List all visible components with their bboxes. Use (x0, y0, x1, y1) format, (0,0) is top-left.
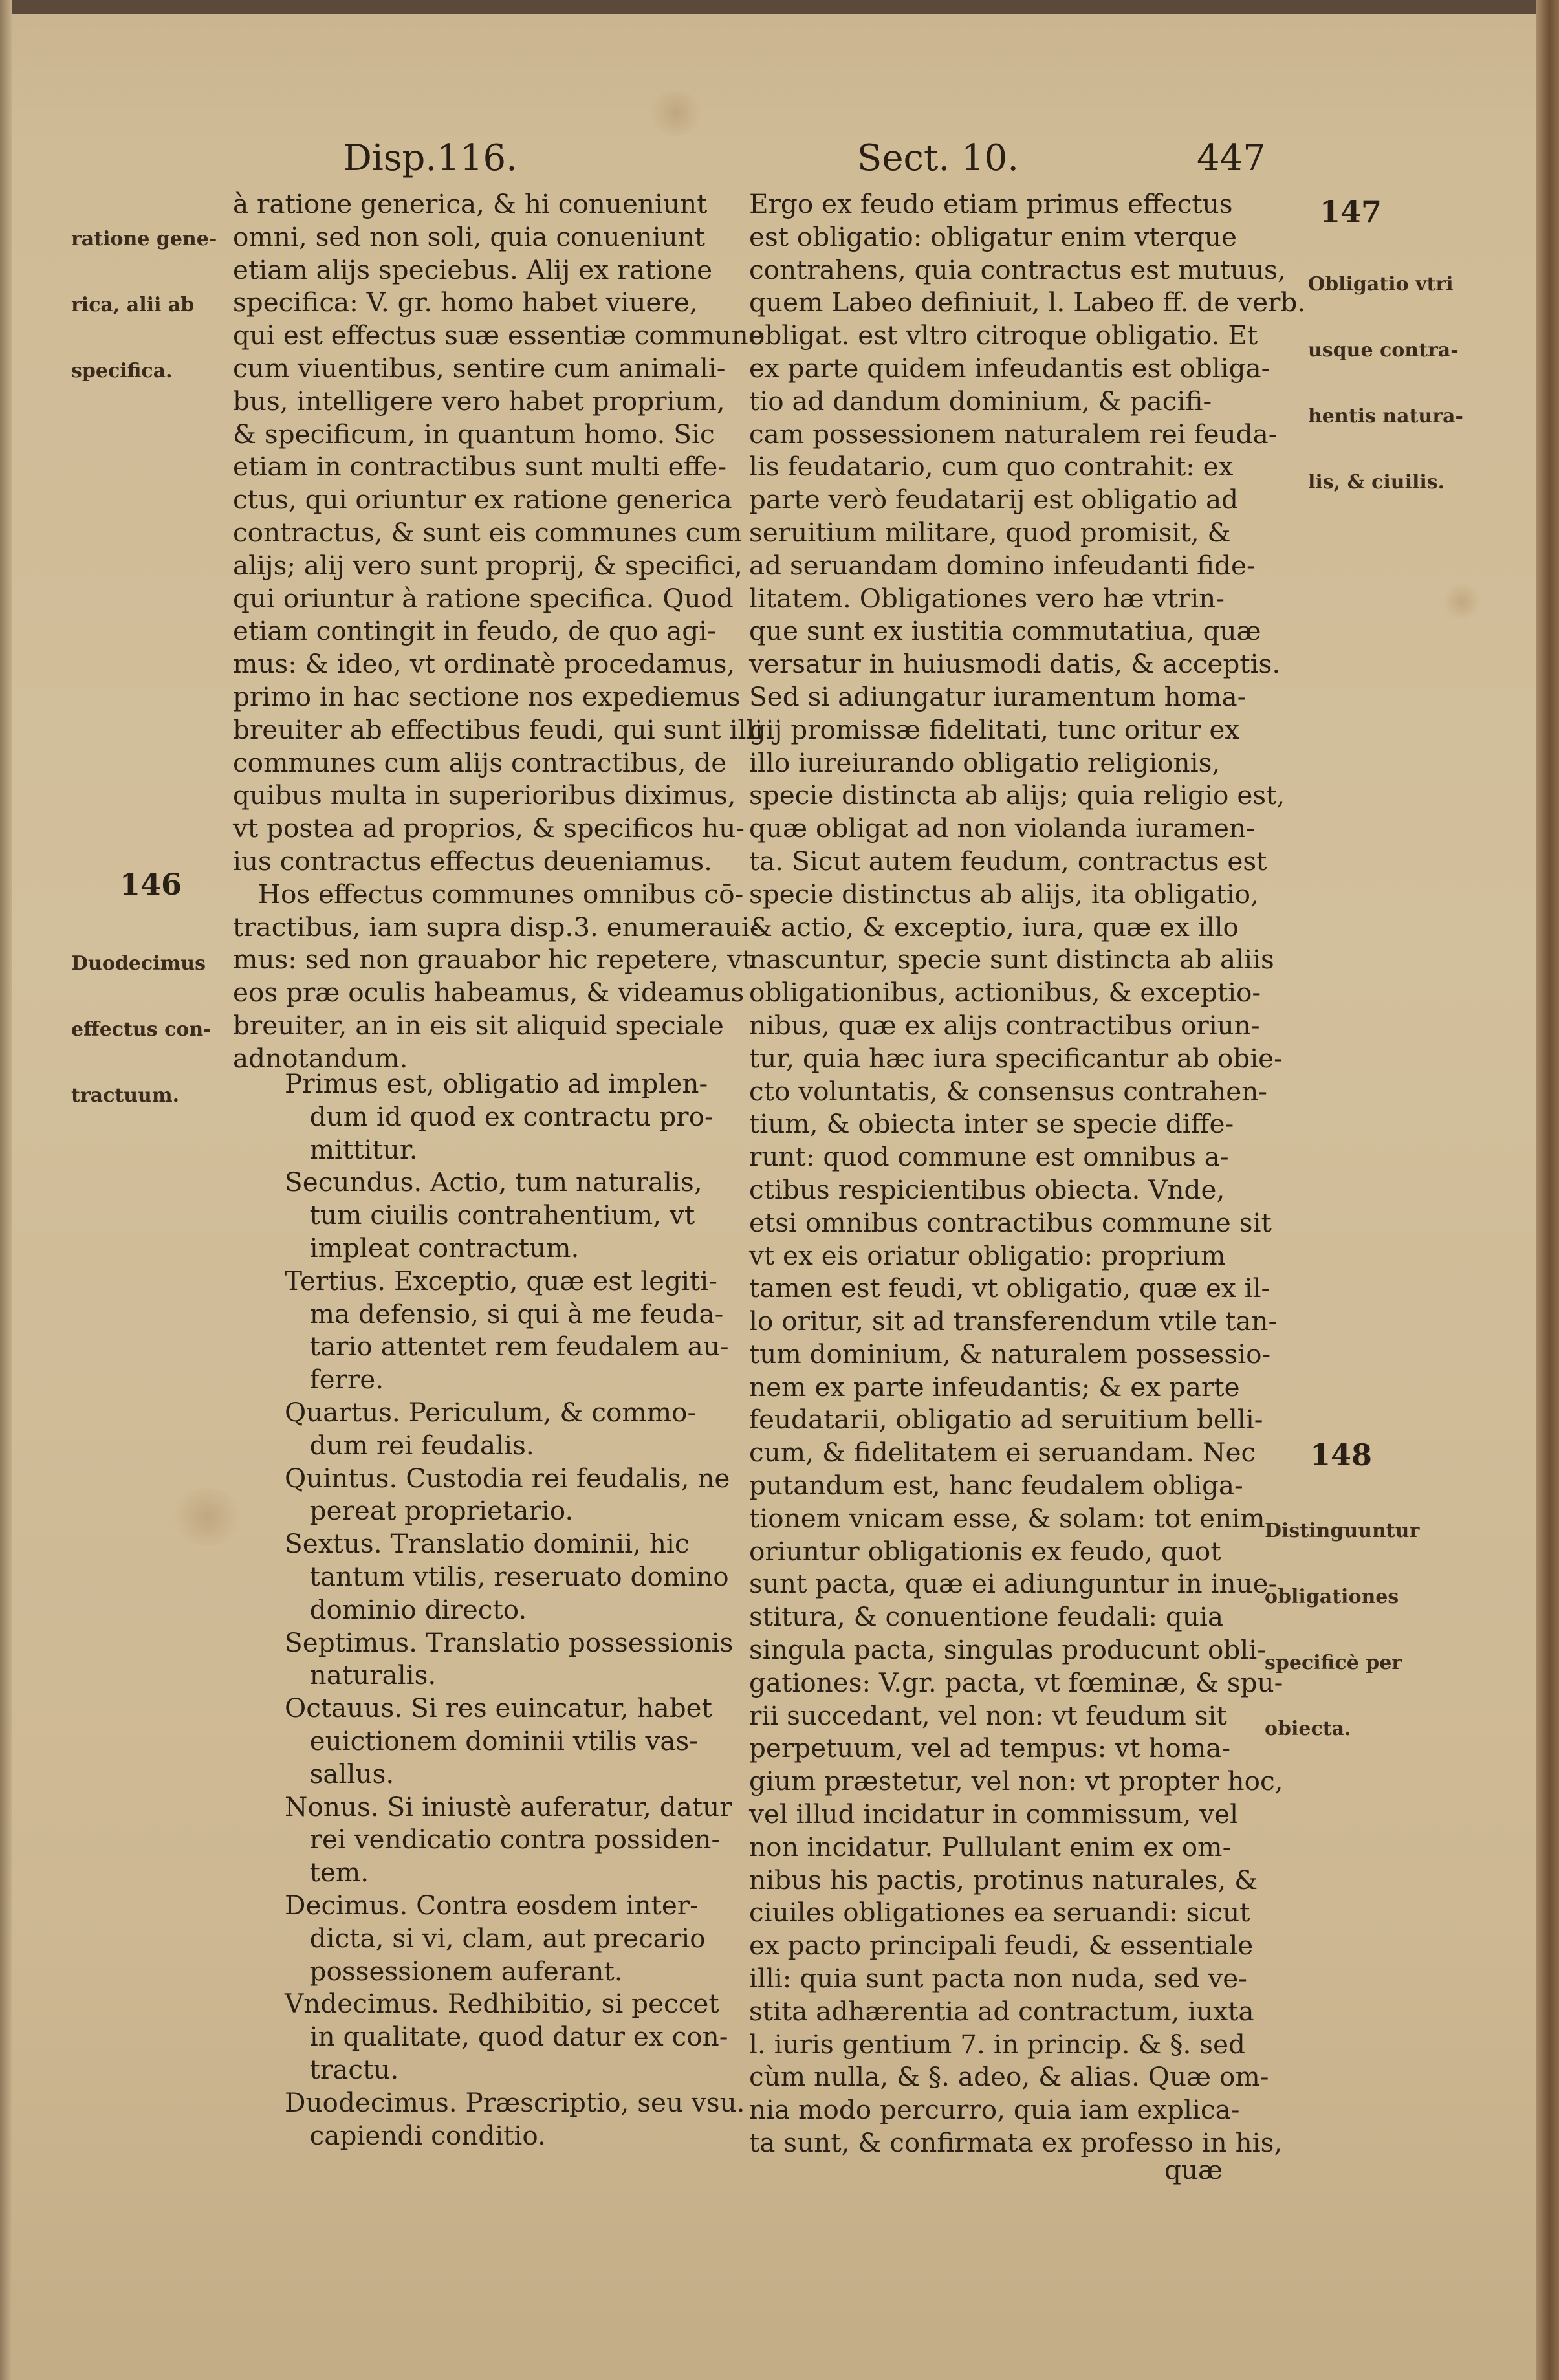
margin-line: specificè per (1265, 1652, 1402, 1674)
margin-number-148: 148 (1310, 1437, 1373, 1472)
list-line: tario attentet rem feudalem au- (285, 1331, 729, 1362)
text-line: illo iureiurando obligatio religionis, (749, 747, 1221, 778)
margin-line: usque contra- (1308, 339, 1459, 362)
list-line: Octauus. Si res euincatur, habet (285, 1692, 712, 1724)
text-line: vel illud incidatur in commissum, vel (749, 1798, 1239, 1830)
list-line: dum rei feudalis. (285, 1429, 534, 1461)
list-line: pereat proprietario. (285, 1495, 574, 1527)
text-line: ad seruandam domino infeudanti fide- (749, 549, 1256, 581)
text-line: à ratione generica, & hi conueniunt (233, 188, 708, 219)
text-line: ctibus respicientibus obiecta. Vnde, (749, 1174, 1225, 1205)
text-line: nibus his pactis, protinus naturales, & (749, 1864, 1258, 1895)
text-line: ex pacto principali feudi, & essentiale (749, 1930, 1254, 1961)
text-line: breuiter ab effectibus feudi, qui sunt illi (233, 714, 763, 745)
text-line: est obligatio: obligatur enim vterque (749, 221, 1237, 252)
list-line: Decimus. Contra eosdem inter- (285, 1889, 699, 1921)
text-line: cto voluntatis, & consensus contrahen- (749, 1075, 1267, 1107)
text-line: quibus multa in superioribus diximus, (233, 780, 736, 811)
list-line: Vndecimus. Redhibitio, si peccet (285, 1988, 719, 2020)
text-line: Hos effectus communes omnibus cō- (233, 878, 744, 910)
margin-line: Obligatio vtri (1308, 273, 1454, 296)
list-line: Sextus. Translatio dominii, hic (285, 1528, 690, 1560)
text-line: que sunt ex iustitia commutatiua, quæ (749, 615, 1261, 647)
text-line: contractus, & sunt eis communes cum (233, 516, 742, 548)
list-line: Secundus. Actio, tum naturalis, (285, 1166, 703, 1198)
page-number: 447 (1197, 137, 1266, 179)
stain (647, 91, 705, 136)
text-line: breuiter, an in eis sit aliquid speciale (233, 1009, 724, 1041)
list-line: sallus. (285, 1758, 395, 1789)
text-line: stitura, & conuentione feudali: quia (749, 1601, 1224, 1633)
text-line: illi: quia sunt pacta non nuda, sed ve- (749, 1963, 1247, 1994)
effects-list (285, 1067, 745, 2152)
margin-line: lis, & ciuilis. (1308, 471, 1445, 494)
text-line: adnotandum. (233, 1042, 408, 1074)
margin-note-146 (71, 909, 212, 1151)
list-line: Septimus. Translatio possessionis (285, 1626, 734, 1658)
margin-line: Duodecimus (71, 952, 206, 975)
list-line: Primus est, obligatio ad implen- (285, 1068, 708, 1099)
text-line: & specificum, in quantum homo. Sic (233, 418, 715, 450)
text-line: Ergo ex feudo etiam primus effectus (749, 188, 1233, 219)
stain (168, 1488, 246, 1546)
page-right-edge (1536, 0, 1559, 2380)
text-line: cum viuentibus, sentire cum animali- (233, 352, 726, 384)
text-line: specie distincta ab alijs; quia religio est, (749, 780, 1285, 811)
text-line: communes cum alijs contractibus, de (233, 747, 727, 778)
text-line: parte verò feudatarij est obligatio ad (749, 484, 1239, 516)
text-line: tamen est feudi, vt obligatio, quæ ex il- (749, 1272, 1270, 1304)
text-line: etiam alijs speciebus. Alij ex ratione (233, 254, 713, 285)
margin-note-147 (1308, 230, 1463, 538)
text-line: & actio, & exceptio, iura, quæ ex illo (749, 911, 1239, 943)
text-line: mus: & ideo, vt ordinatè procedamus, (233, 648, 736, 680)
text-line: lo oritur, sit ad transferendum vtile tan- (749, 1305, 1278, 1337)
text-line: nascuntur, specie sunt distincta ab aliis (749, 944, 1274, 976)
text-line: cum, & fidelitatem ei seruandam. Nec (749, 1437, 1256, 1468)
running-head-left: Disp.116. (343, 137, 518, 179)
margin-line: ratione gene- (71, 228, 217, 250)
list-line: dum id quod ex contractu pro- (285, 1100, 714, 1132)
text-line: cùm nulla, & §. adeo, & alias. Quæ om- (749, 2061, 1269, 2093)
text-line: non incidatur. Pullulant enim ex om- (749, 1831, 1232, 1862)
text-line: ex parte quidem infeudantis est obliga- (749, 352, 1270, 384)
margin-line: effectus con- (71, 1018, 212, 1041)
list-line: ma defensio, si qui à me feuda- (285, 1298, 724, 1329)
text-line: gij promissæ fidelitati, tunc oritur ex (749, 714, 1240, 745)
text-line: specie distinctus ab alijs, ita obligatio, (749, 878, 1259, 910)
text-line: etsi omnibus contractibus commune sit (749, 1206, 1272, 1238)
text-line: cam possessionem naturalem rei feuda- (749, 418, 1278, 450)
text-line: Sed si adiungatur iuramentum homa- (749, 681, 1247, 712)
list-line: tem. (285, 1857, 369, 1888)
text-line: rii succedant, vel non: vt feudum sit (749, 1699, 1227, 1731)
text-line: oriuntur obligationis ex feudo, quot (749, 1535, 1221, 1567)
text-line: etiam in contractibus sunt multi effe- (233, 451, 727, 483)
page-left-edge (0, 0, 12, 2380)
text-line: feudatarii, obligatio ad seruitium belli- (749, 1404, 1263, 1436)
list-line: in qualitate, quod datur ex con- (285, 2021, 728, 2053)
list-line: Quintus. Custodia rei feudalis, ne (285, 1462, 730, 1494)
text-line: primo in hac sectione nos expediemus (233, 681, 741, 712)
text-line: ciuiles obligationes ea seruandi: sicut (749, 1897, 1250, 1928)
text-line: qui est effectus suæ essentiæ commune (233, 320, 764, 351)
list-line: Quartus. Periculum, & commo- (285, 1396, 697, 1428)
text-line: quæ obligat ad non violanda iuramen- (749, 813, 1255, 844)
text-line: nia modo percurro, quia iam explica- (749, 2094, 1240, 2126)
text-line: mus: sed non grauabor hic repetere, vt (233, 944, 753, 976)
catchword: quæ (1164, 2154, 1223, 2185)
margin-line: rica, alii ab (71, 294, 195, 316)
text-line: sunt pacta, quæ ei adiunguntur in inue- (749, 1568, 1278, 1600)
list-line: ferre. (285, 1364, 384, 1395)
list-line: dicta, si vi, clam, aut precario (285, 1922, 706, 1954)
text-line: lis feudatario, cum quo contrahit: ex (749, 451, 1234, 483)
margin-line: Distinguuntur (1265, 1520, 1420, 1542)
list-line: rei vendicatio contra possiden- (285, 1824, 721, 1855)
text-line: tractibus, iam supra disp.3. enumeraui- (233, 911, 759, 943)
text-line: contrahens, quia contractus est mutuus, (749, 254, 1286, 285)
list-line: capiendi conditio. (285, 2119, 546, 2151)
text-line: quem Labeo definiuit, l. Labeo ff. de verb. (749, 287, 1306, 318)
list-line: tum ciuilis contrahentium, vt (285, 1199, 695, 1231)
page-top-shadow (0, 0, 1559, 14)
margin-number-146: 146 (120, 867, 182, 902)
text-line: gationes: V.gr. pacta, vt fœminæ, & spu- (749, 1666, 1283, 1698)
text-line: seruitium militare, quod promisit, & (749, 516, 1231, 548)
list-line: euictionem dominii vtilis vas- (285, 1725, 698, 1756)
stain (1443, 582, 1481, 621)
list-line: dominio directo. (285, 1593, 527, 1625)
text-line: perpetuum, vel ad tempus: vt homa- (749, 1732, 1231, 1764)
margin-line: specifica. (71, 360, 173, 382)
running-head-center: Sect. 10. (857, 137, 1019, 179)
text-line: omni, sed non soli, quia conueniunt (233, 221, 706, 252)
text-line: ctus, qui oriuntur ex ratione generica (233, 484, 732, 516)
margin-line: tractuum. (71, 1084, 180, 1107)
text-line: tionem vnicam esse, & solam: tot enim (749, 1502, 1265, 1534)
text-line: etiam contingit in feudo, de quo agi- (233, 615, 716, 647)
list-line: naturalis. (285, 1659, 437, 1691)
text-line: qui oriuntur à ratione specifica. Quod (233, 582, 734, 614)
text-line: obligationibus, actionibus, & exceptio- (749, 977, 1261, 1009)
text-line: versatur in huiusmodi datis, & acceptis. (749, 648, 1281, 680)
text-line: litatem. Obligationes vero hæ vtrin- (749, 582, 1225, 614)
text-line: tum dominium, & naturalem possessio- (749, 1338, 1271, 1370)
text-line: vt ex eis oriatur obligatio: proprium (749, 1239, 1226, 1271)
text-line: tio ad dandum dominium, & pacifi- (749, 385, 1212, 417)
text-line: nibus, quæ ex alijs contractibus oriun- (749, 1009, 1260, 1041)
list-line: possessionem auferant. (285, 1955, 623, 1987)
margin-note-148 (1265, 1476, 1419, 1784)
text-line: stita adhærentia ad contractum, iuxta (749, 1995, 1254, 2027)
text-line: specifica: V. gr. homo habet viuere, (233, 287, 698, 318)
text-line: alijs; alij vero sunt proprij, & specifici, (233, 549, 743, 581)
margin-number-147: 147 (1320, 194, 1382, 229)
text-line: gium præstetur, vel non: vt propter hoc, (749, 1765, 1283, 1797)
text-line: singula pacta, singulas producunt obli- (749, 1634, 1266, 1666)
list-line: Duodecimus. Præscriptio, seu vsu. (285, 2086, 745, 2118)
text-line: putandum est, hanc feudalem obliga- (749, 1470, 1243, 1501)
text-line: bus, intelligere vero habet proprium, (233, 385, 725, 417)
margin-line: obiecta. (1265, 1718, 1351, 1740)
text-line: vt postea ad proprios, & specificos hu- (233, 813, 745, 844)
text-line: eos præ oculis habeamus, & videamus (233, 977, 745, 1009)
text-line: tium, & obiecta inter se specie diffe- (749, 1108, 1234, 1140)
text-line: runt: quod commune est omnibus a- (749, 1141, 1229, 1173)
text-line: obligat. est vltro citroque obligatio. Et (749, 320, 1258, 351)
text-line: nem ex parte infeudantis; & ex parte (749, 1371, 1240, 1403)
list-line: impleat contractum. (285, 1232, 580, 1263)
left-column-text (233, 188, 764, 1075)
list-line: Nonus. Si iniustè auferatur, datur (285, 1791, 732, 1822)
text-line: l. iuris gentium 7. in princip. & §. sed (749, 2028, 1245, 2060)
list-line: Tertius. Exceptio, quæ est legiti- (285, 1265, 717, 1296)
text-line: ta sunt, & confirmata ex professo in his, (749, 2127, 1283, 2159)
list-line: tantum vtilis, reseruato domino (285, 1560, 729, 1592)
margin-line: hentis natura- (1308, 405, 1463, 428)
margin-note-top-left (71, 184, 217, 426)
list-line: mittitur. (285, 1133, 418, 1165)
text-line: ta. Sicut autem feudum, contractus est (749, 845, 1267, 877)
text-line: ius contractus effectus deueniamus. (233, 845, 713, 877)
margin-line: obligationes (1265, 1586, 1399, 1608)
list-line: tractu. (285, 2053, 399, 2085)
right-column-text (749, 188, 1306, 2159)
text-line: tur, quia hæc iura specificantur ab obie- (749, 1042, 1283, 1074)
